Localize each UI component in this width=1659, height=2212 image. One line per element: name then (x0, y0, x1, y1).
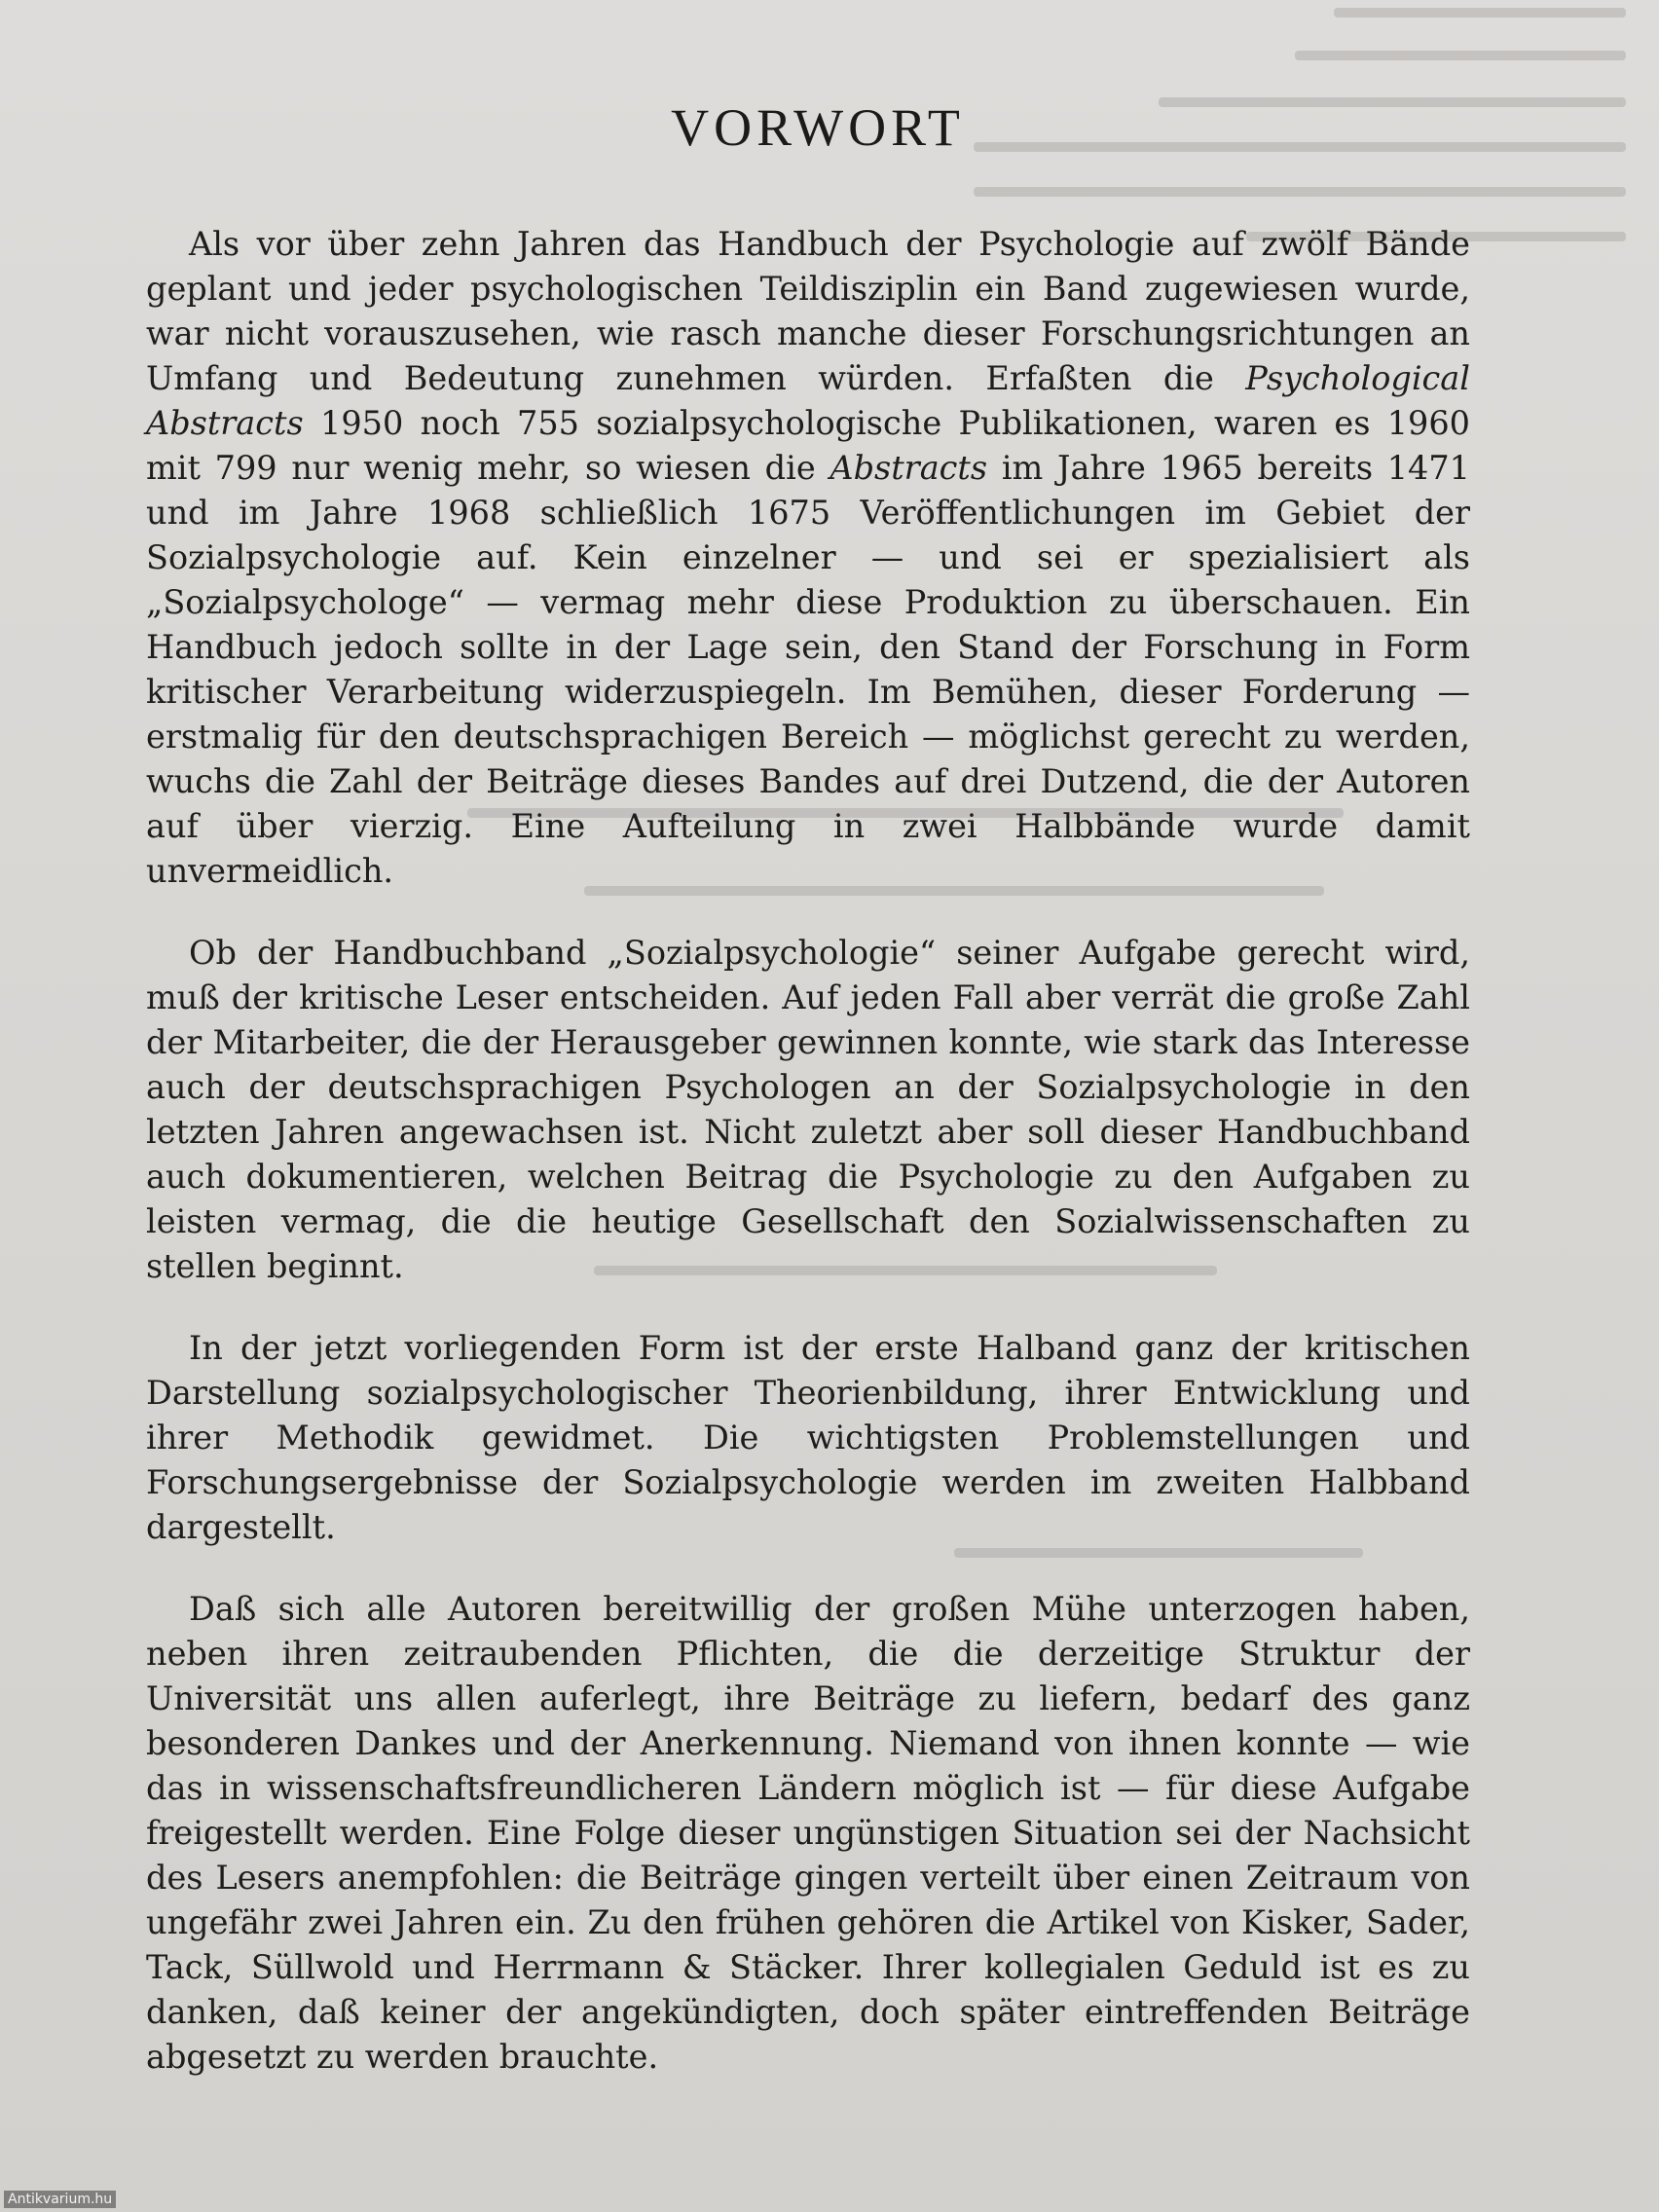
paragraph-1-italic-title: Psychological Abstracts (146, 359, 1470, 442)
paragraph-2: Ob der Handbuchband „Sozialpsychologie“ seiner Aufgabe gerecht wird, muß der kritische Leser entscheiden. Auf jeden Fall aber verrät die große Zahl der Mitarbeiter, die der Herausgeber gewinnen konnte, wie stark das Interesse auch der deutschsprachigen Psychologen an der Sozialpsychologie in den letzten Jahren angewachsen ist. Nicht zuletzt aber soll dieser Handbuchband auch dokumentieren, welchen Beitrag die Psychologie zu den Aufgaben zu leisten vermag, die die heutige Gesellschaft den Sozialwissenschaften zu stellen beginnt. (146, 934, 1470, 1285)
paragraph-1 (146, 222, 1470, 894)
paragraph-1-text-b: 1950 noch 755 sozialpsychologische Publikationen, waren es 1960 mit 799 nur wenig mehr, so wiesen die (146, 404, 1470, 487)
paragraph-3: In der jetzt vorliegenden Form ist der erste Halband ganz der kritischen Darstellung sozialpsychologischer Theorienbildung, ihrer Entwicklung und ihrer Methodik gewidmet. Die wichtigsten Problemstellungen und Forschungsergebnisse der Sozialpsychologie werden im zweiten Halbband dargestellt. (146, 1329, 1470, 1546)
paragraph-4: Daß sich alle Autoren bereitwillig der großen Mühe unterzogen haben, neben ihren zeitraubenden Pflichten, die die derzeitige Struktur der Universität uns allen auferlegt, ihre Beiträge zu liefern, bedarf des ganz besonderen Dankes und der Anerkennung. Niemand von ihnen konnte — wie das in wissenschaftsfreundlicheren Ländern möglich ist — für diese Aufgabe freigestellt werden. Eine Folge dieser ungünstigen Situation sei der Nachsicht des Lesers anempfohlen: die Beiträge gingen verteilt über einen Zeitraum von ungefähr zwei Jahren ein. Zu den frühen gehören die Artikel von Kisker, Sader, Tack, Süllwold und Herrmann & Stäcker. Ihrer kollegialen Geduld ist es zu danken, daß keiner der angekündigten, doch später eintreffenden Beiträge abgesetzt zu werden brauchte. (146, 1590, 1470, 2076)
watermark: Antikvarium.hu (4, 2191, 116, 2208)
preface-body (146, 222, 1470, 2117)
paragraph-1-text-a: Als vor über zehn Jahren das Handbuch der Psychologie auf zwölf Bände geplant und jeder psychologischen Teildisziplin ein Band zugewiesen wurde, war nicht vorauszusehen, wie rasch manche dieser Forschungsrichtungen an Umfang und Bedeutung zunehmen würden. Erfaßten die (146, 225, 1470, 397)
paragraph-1-text-c: im Jahre 1965 bereits 1471 und im Jahre 1968 schließlich 1675 Veröffentlichungen im Gebiet der Sozialpsychologie auf. Kein einzelner — und sei er spezialisiert als „Sozialpsychologe“ — vermag mehr diese Produktion zu überschauen. Ein Handbuch jedoch sollte in der Lage sein, den Stand der Forschung in Form kritischer Verarbeitung widerzuspiegeln. Im Bemühen, dieser Forderung — erstmalig für den deutschsprachigen Bereich — möglichst gerecht zu werden, wuchs die Zahl der Beiträge dieses Bandes auf drei Dutzend, die der Autoren auf über vierzig. Eine Aufteilung in zwei Halbbände wurde damit unvermeidlich. (146, 449, 1470, 890)
paragraph-1-italic-abstracts: Abstracts (830, 449, 988, 487)
page-title: VORWORT (671, 98, 965, 157)
